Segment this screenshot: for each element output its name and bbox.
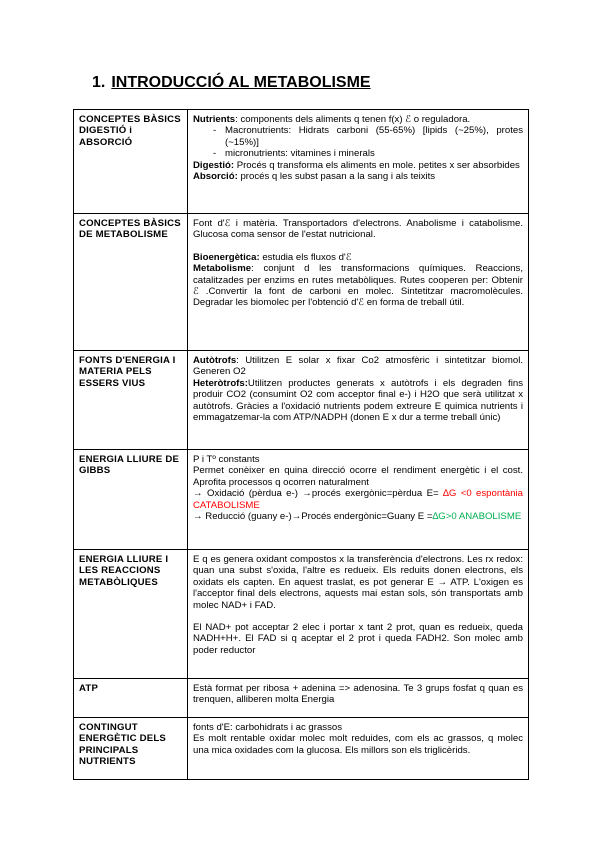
row-content: fonts d'E: carbohidrats i ac grassos Es molt rentable oxidar molec molt reduides, com els ac grassos, q molec una mica oxidades com la glucosa. Els millors son els triglicèrids. (188, 718, 529, 780)
list-item: - Macronutrients: Hidrats carboni (55-65%) [lipids (~25%), protes (~15%)] (213, 125, 523, 148)
row-content: P i Tº constants Permet conèixer en quina direcció ocorre el rendiment energètic i el cost. Aprofita processos q ocorren naturalment → Oxidació (pèrdua e-) →procés exergònic=pèrdua E= ∆G <0 espontània CATABOLISME → Reducció (guany e-)→Procés endergònic=Guany E =∆G>0 ANABOLISME (188, 450, 529, 550)
row-label: ATP (74, 679, 188, 718)
anabolism-note: ∆G>0 ANABOLISME (432, 511, 522, 523)
section-number: 1. (92, 74, 106, 91)
row-content: E q es genera oxidant compostos x la transferència d'electrons. Les rx redox: quan una subst s'oxida, l'altre es redueix. Els reduits donen electrons, els oxidats els capten. En aquest traslat, es pot generar E → ATP. L'oxigen es l'acceptor final dels electrons, aquests mai estan sols, són transportats amb molec NAD+ i FAD. El NAD+ pot acceptar 2 elec i portar x tant 2 prot, quan es redueix, queda NADH+H+. El FAD si q aceptar el 2 prot i queda FADH2. Son molec amb poder reductor (188, 550, 529, 679)
concepts-table (73, 109, 529, 780)
row-content: Nutrients: components dels aliments q tenen f(x) ℰ o reguladora. - Macronutrients: Hidrats carboni (55-65%) [lipids (~25%), protes (~15%)] - micronutrients: vitamines i minerals Digestió: Procés q transforma els aliments en mole. petites x ser absorbides Absorció: procés q les subst pasan a la sang i als teixits (188, 110, 529, 214)
row-content: Està format per ribosa + adenina => adenosina. Te 3 grups fosfat q quan es trenquen, alliberen molta Energia (188, 679, 529, 718)
row-label: CONCEPTES BÀSICS DE METABOLISME (74, 214, 188, 351)
row-content: Autòtrofs: Utilitzen E solar x fixar Co2 atmosfèric i sintetitzar biomol. Generen O2 Heteròtrofs:Utilitzen productes generats x autòtrofs i els degraden fins produir CO2 (consumint O2 com acceptor final e-) i H2O que serà utilitzat x autòtrofs. Gràcies a l'oxidació nutrients podem extreure E quimica nutrients i emmagatzemar-la com ATP/NADPH (donen E x dur a terme treball únic) (188, 351, 529, 450)
table-row (74, 679, 529, 718)
row-label: ENERGIA LLIURE I LES REACCIONS METABÒLIQUES (74, 550, 188, 679)
row-label: ENERGIA LLIURE DE GIBBS (74, 450, 188, 550)
table-row (74, 550, 529, 679)
row-content: Font d'ℰ i matèria. Transportadors d'electrons. Anabolisme i catabolisme. Glucosa coma sensor de l'estat nutricional. Bioenergètica: estudia els fluxos d'ℰ Metabolisme: conjunt d les transformacions químiques. Reaccions, catalitzades per enzims en rutes metabòliques. Rutes cooperen per: Obtenir ℰ .Convertir la font de carboni en molec. Sintetitzar macromolècules. Degradar les biomolec per l'obtenció d'ℰ en forma de treball útil. (188, 214, 529, 351)
page-title (92, 74, 371, 92)
row-label: CONTINGUT ENERGÈTIC DELS PRINCIPALS NUTRIENTS (74, 718, 188, 780)
table-row (74, 718, 529, 780)
table-row (74, 110, 529, 214)
table-row (74, 450, 529, 550)
list-item: - micronutrients: vitamines i minerals (213, 148, 523, 159)
table-row (74, 351, 529, 450)
section-title: INTRODUCCIÓ AL METABOLISME (111, 74, 371, 91)
catabolism-note: ∆G <0 espontània CATABOLISME (193, 488, 523, 511)
nutrient-list (193, 125, 523, 159)
row-label: CONCEPTES BÀSICS DIGESTIÓ i ABSORCIÓ (74, 110, 188, 214)
table-row (74, 214, 529, 351)
row-label: FONTS D'ENERGIA I MATERIA PELS ESSERS VIUS (74, 351, 188, 450)
